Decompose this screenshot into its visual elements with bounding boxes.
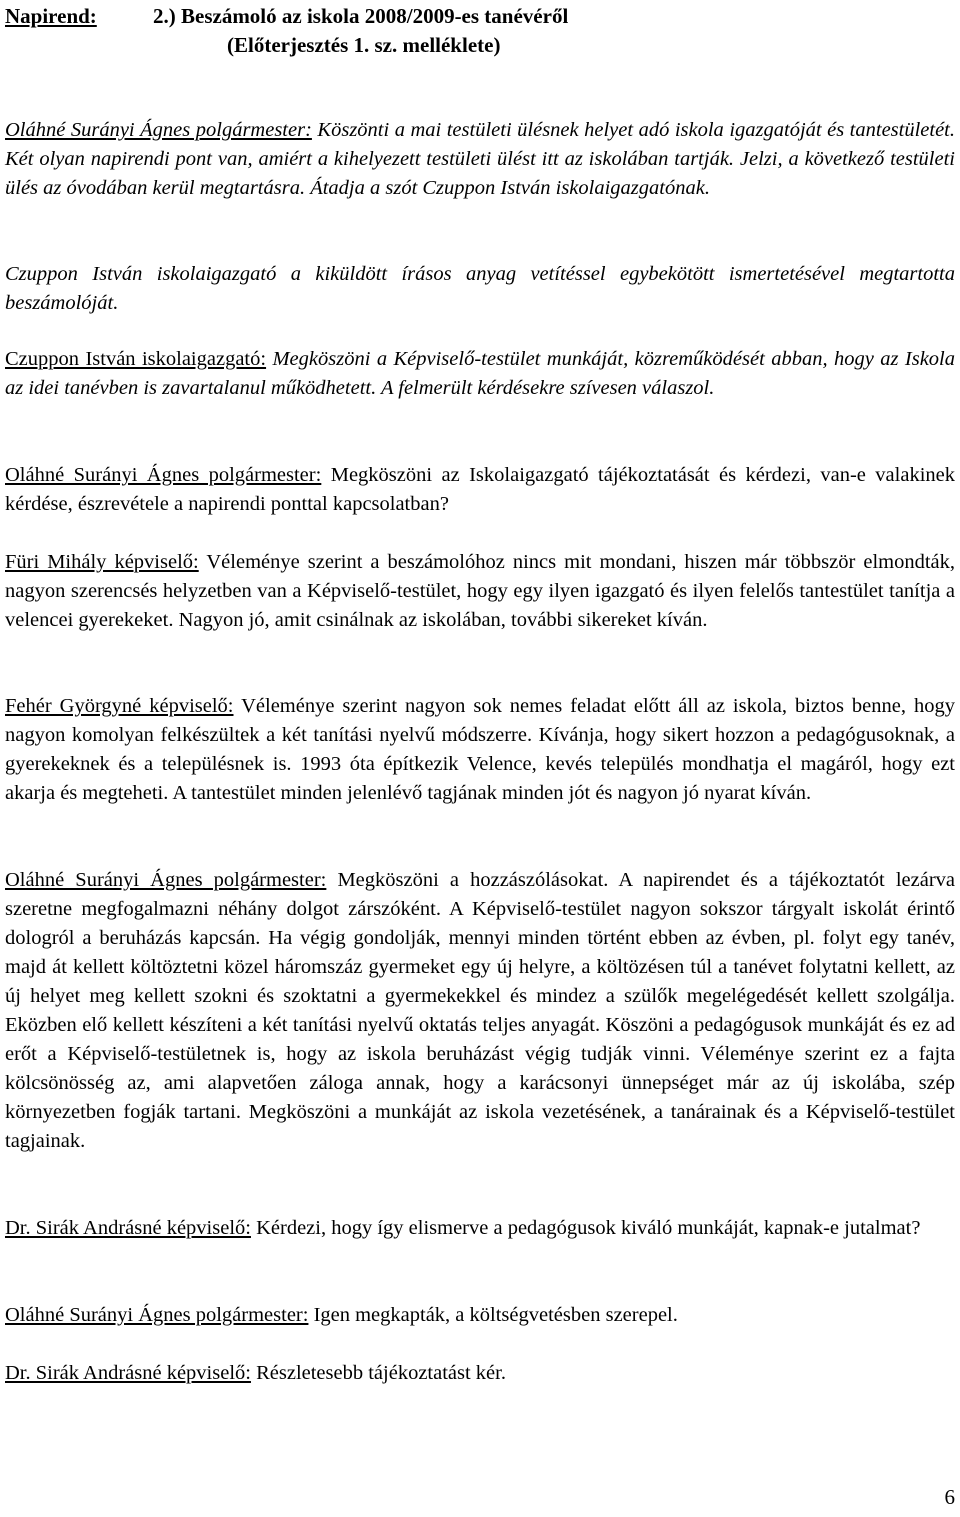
paragraph-report-note [5,260,955,318]
paragraph-furi [5,548,955,635]
paragraph-text: Megköszöni a hozzászólásokat. A napirendet és a tájékoztatót lezárva szeretne megfogalmazni néhány dolgot zárszóként. A Képviselő-testület nagyon sokszor tárgyalt iskolát érintő dologról a beruházás kapcsán. Ha végig gondolják, mennyi minden történt ebben az évben, pl. folyt egy tanév, majd át kellett költöztetni közel háromszáz gyermeket egy új helyre, a költözésen túl a tanévet folytatni kellett, az új helyet meg kellett szokni és szoktatni a gyermekekkel és mindez a szülők megelégedését kellett szolgálja. Eközben elő kellett készíteni a két tanítási nyelvű oktatás teljes anyagát. Köszöni a pedagógusok munkáját és ez ad erőt a Képviselő-testületnek is, hogy az iskola beruházást végig tudják vinni. Véleménye szerint ez a fajta kölcsönösség az, ami alapvetően záloga annak, hogy a karácsonyi ünnepséget már az új iskolába, szép környezetben fogják tartani. Megköszöni a munkáját az iskola vezetésének, a tanárainak és a Képviselő-testület tagjainak. [5,869,956,1152]
paragraph-mayor-question [5,461,955,519]
paragraph-sirak-request [5,1359,955,1388]
paragraph-text: Megköszöni az Iskolaigazgató tájékoztatását és kérdezi, van-e valakinek kérdése, észrevétele a napirendi ponttal kapcsolatban? [5,464,955,515]
agenda-label: Napirend: [5,4,97,28]
paragraph-sirak-question [5,1214,955,1243]
speaker-name: Oláhné Surányi Ágnes polgármester: [5,464,322,486]
speaker-name: Czuppon István iskolaigazgató: [5,348,267,370]
paragraph-principal [5,345,955,403]
paragraph-text: Igen megkapták, a költségvetésben szerepel. [308,1304,678,1326]
agenda-subtitle: (Előterjesztés 1. sz. melléklete) [227,33,501,57]
speaker-name: Oláhné Surányi Ágnes polgármester: [5,119,312,141]
speaker-name: Füri Mihály képviselő: [5,551,199,573]
paragraph-text: Czuppon István iskolaigazgató a kiküldött írásos anyag vetítéssel egybekötött ismertetésével megtartotta beszámolóját. [5,263,955,314]
speaker-name: Oláhné Surányi Ágnes polgármester: [5,1304,309,1326]
paragraph-text: Véleménye szerint nagyon sok nemes feladat előtt áll az iskola, biztos benne, hogy nagyon komolyan felkészültek a két tanítási nyelvű módszerre. Kívánja, hogy sikert hozzon a pedagógusoknak, a gyerekeknek és a településnek is. 1993 óta építkezik Velence, kevés település mondhatja el magáról, hogy ezt akarja és megteheti. A tantestület minden jelenlévő tagjának minden jót és nagyon jó nyarat kíván. [5,695,955,804]
paragraph-text: Köszönti a mai testületi ülésnek helyet adó iskola igazgatóját és tantestületét. Két olyan napirendi pont van, amiért a kihelyezett testületi ülést itt az iskolában tartják. Jelzi, a következő testületi ülés az óvodában kerül megtartásra. Átadja a szót Czuppon István iskolaigazgatónak. [5,119,956,199]
paragraph-mayor-welcome [5,116,955,203]
speaker-name: Dr. Sirák Andrásné képviselő: [5,1362,251,1384]
speaker-name: Fehér Györgyné képviselő: [5,695,234,717]
paragraph-text: Véleménye szerint a beszámolóhoz nincs mit mondani, hiszen már többször elmondták, nagyon szerencsés helyzetben van a Képviselő-testület, hogy egy ilyen igazgató és ilyen felelős tantestület tanítja a velencei gyerekeket. Nagyon jó, amit csinálnak az iskolában, további sikereket kíván. [5,551,956,631]
paragraph-text: Megköszöni a Képviselő-testület munkáját, közreműködését abban, hogy az Iskola az idei tanévben is zavartalanul működhetett. A felmerült kérdésekre szívesen válaszol. [5,348,955,399]
paragraph-text: Kérdezi, hogy így elismerve a pedagógusok kiváló munkáját, kapnak-e jutalmat? [250,1217,921,1239]
speaker-name: Oláhné Surányi Ágnes polgármester: [5,869,327,891]
paragraph-mayor-answer [5,1301,955,1330]
agenda-title: 2.) Beszámoló az iskola 2008/2009-es tanévéről [153,4,569,28]
page-number: 6 [944,1485,955,1509]
paragraph-mayor-closing [5,866,955,1156]
paragraph-text: Részletesebb tájékoztatást kér. [250,1362,506,1384]
paragraph-feher [5,692,955,808]
speaker-name: Dr. Sirák Andrásné képviselő: [5,1217,251,1239]
